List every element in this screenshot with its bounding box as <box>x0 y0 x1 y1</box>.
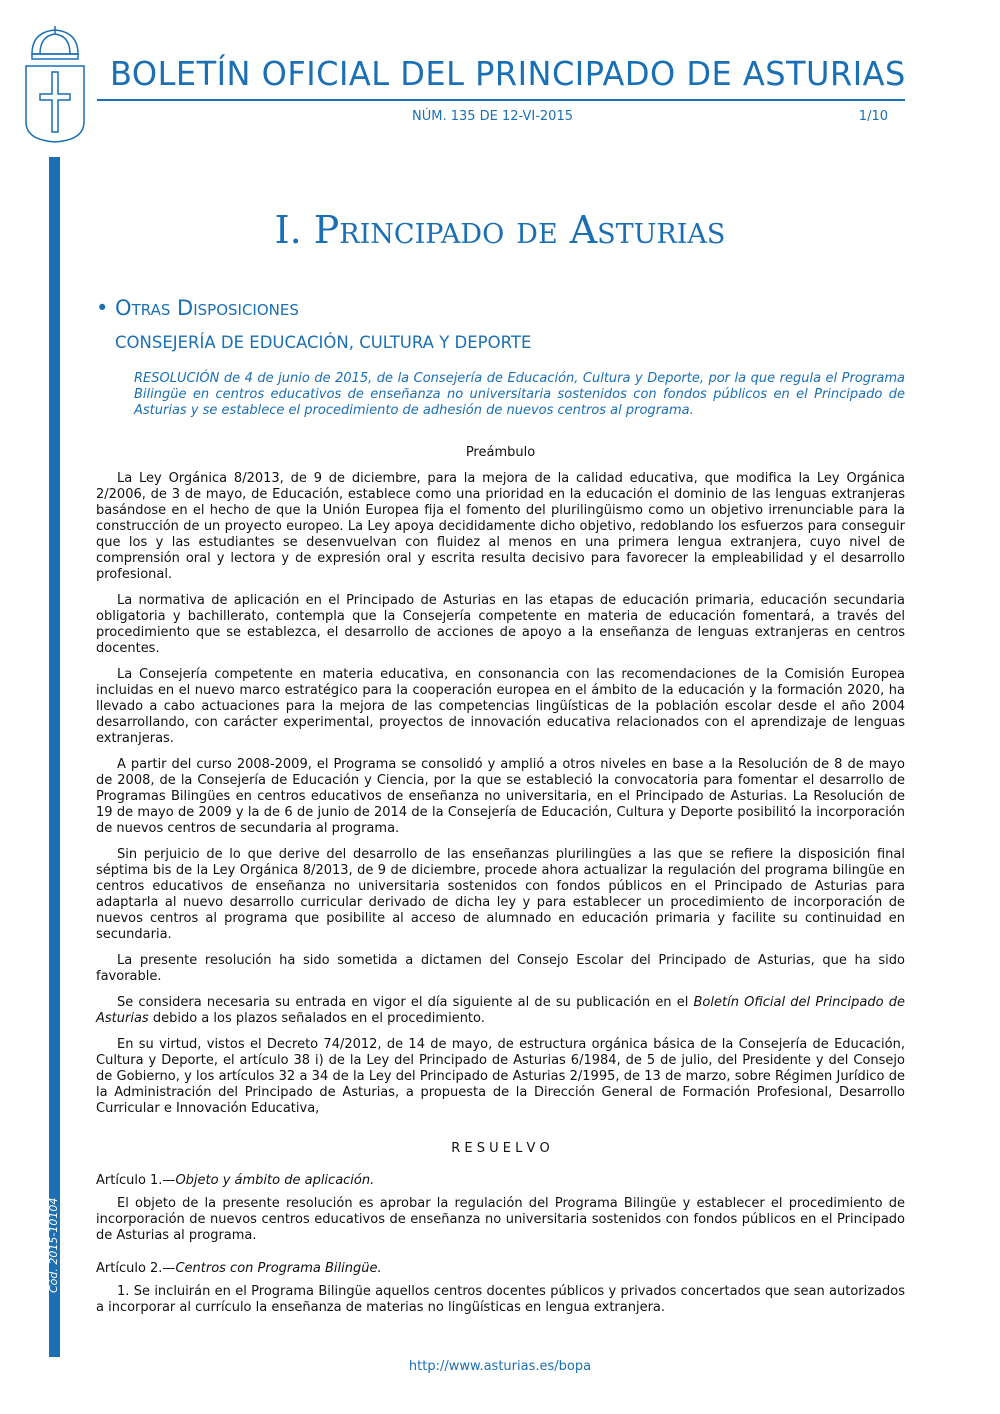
article-text: El objeto de la presente resolución es aprobar la regulación del Programa Bilingüe y establecer el procedimiento de incorporación de nuevos centros educativos de enseñanza no universitaria sostenidos con fondos públicos en el Principado de Asturias al programa. <box>96 1196 905 1243</box>
asturias-coat-of-arms-logo <box>22 24 88 144</box>
article-heading <box>96 1261 905 1277</box>
header-divider <box>97 99 905 101</box>
document-code: Cód. 2015-10104 <box>47 1197 60 1293</box>
paragraph: La normativa de aplicación en el Principado de Asturias en las etapas de educación primaria, educación secundaria obligatoria y bachillerato, contempla que la Consejería competente en materia de educación fomentará, a través del procedimiento que se establezca, el desarrollo de acciones de apoyo a la enseñanza de lenguas extranjeras en centros docentes. <box>96 593 905 656</box>
article-label: Artículo 2.— <box>96 1261 176 1276</box>
paragraph: La presente resolución ha sido sometida a dictamen del Consejo Escolar del Principado de Asturias, que ha sido favorable. <box>96 953 905 984</box>
resuelvo-heading: R E S U E L V O <box>451 1141 550 1156</box>
subsection-heading: • Otras Disposiciones <box>96 296 299 320</box>
paragraph: La Consejería competente en materia educativa, en consonancia con las recomendaciones de la Comisión Europea incluidas en el nuevo marco estratégico para la cooperación europea en el ámbito de la educación y la formación 2020, ha llevado a cabo actuaciones para la mejora de las competencias lingüísticas de la población escolar desde el año 2004 desarrollando, con carácter experimental, proyectos de innovación educativa relacionados con el aprendizaje de lenguas extranjeras. <box>96 667 905 746</box>
resolution-title: RESOLUCIÓN de 4 de junio de 2015, de la Consejería de Educación, Cultura y Deporte, por la que regula el Programa Bilingüe en centros educativos de enseñanza no universitaria sostenidos con fondos públicos en el Principado de Asturias y se establece el procedimiento de adhesión de nuevos centros al programa. <box>134 371 905 418</box>
article-text: 1. Se incluirán en el Programa Bilingüe aquellos centros docentes públicos y privados concertados que sean autorizados a incorporar al currículo la enseñanza de materias no lingüísticas en lengua extranjera. <box>96 1284 905 1315</box>
page-number: 1/10 <box>858 109 888 124</box>
text: Se considera necesaria su entrada en vigor el día siguiente al de su publicación en el <box>117 995 694 1010</box>
paragraph: En su virtud, vistos el Decreto 74/2012, de 14 de mayo, de estructura orgánica básica de la Consejería de Educación, Cultura y Deporte, el artículo 38 i) de la Ley del Principado de Asturias 6/1984, de 5 de julio, del Presidente y del Consejo de Gobierno, y los artículos 32 a 34 de la Ley del Principado de Asturias 2/1995, de 13 de marzo, sobre Régimen Jurídico de la Administración del Principado de Asturias, a propuesta de la Dirección General de Formación Profesional, Desarrollo Curricular e Innovación Educativa, <box>96 1037 905 1116</box>
sidebar-code-bar <box>49 157 60 1357</box>
bulletin-name: Boletín Oficial del Principado de Asturias <box>96 995 905 1026</box>
preamble-heading: Preámbulo <box>465 445 536 460</box>
paragraph: La Ley Orgánica 8/2013, de 9 de diciembre, para la mejora de la calidad educativa, que modifica la Ley Orgánica 2/2006, de 3 de mayo, de Educación, establece como una prioridad en la educación el dominio de las lenguas extranjeras basándose en el hecho de que la Unión Europea fija el fomento del plurilingüismo como un objetivo irrenunciable para la construcción de un proyecto europeo. La Ley apoya decididamente dicho objetivo, redoblando los esfuerzos para conseguir que los y las estudiantes se desenvuelvan con fluidez al menos en una primera lengua extranjera, cuyo nivel de comprensión oral y lectora y de expresión oral y escrita resulta decisivo para favorecer la empleabilidad y el desarrollo profesional. <box>96 471 905 582</box>
article-title: Objeto y ámbito de aplicación. <box>175 1173 375 1188</box>
article-heading <box>96 1173 905 1189</box>
paragraph: Sin perjuicio de lo que derive del desarrollo de las enseñanzas plurilingües a las que se refiere la disposición final séptima bis de la Ley Orgánica 8/2013, de 9 de diciembre, procede ahora actualizar la regulación del programa bilingüe en centros educativos de enseñanza no universitaria sostenidos con fondos públicos en el Principado de Asturias para adaptarla al nuevo desarrollo curricular derivado de dicha ley y para establecer un procedimiento de incorporación de nuevos centros al programa que posibilite al acceso de alumnado en educación primaria y facilite su continuidad en secundaria. <box>96 847 905 942</box>
article-title: Centros con Programa Bilingüe. <box>175 1261 382 1276</box>
paragraph: A partir del curso 2008-2009, el Programa se consolidó y amplió a otros niveles en base a la Resolución de 8 de mayo de 2008, de la Consejería de Educación y Ciencia, por la que se estableció la convocatoria para fomentar el desarrollo de Programas Bilingües en centros educativos de enseñanza no universitaria, en el Principado de Asturias. La Resolución de 19 de mayo de 2009 y la de 6 de junio de 2014 de la Consejería de Educación, Cultura y Deporte posibilitó la incorporación de nuevos centros de secundaria al programa. <box>96 757 905 836</box>
paragraph <box>96 995 905 1027</box>
article-label: Artículo 1.— <box>96 1173 176 1188</box>
footer-url-link[interactable]: http://www.asturias.es/bopa <box>408 1359 592 1374</box>
bulletin-title: BOLETÍN OFICIAL DEL PRINCIPADO DE ASTURIAS <box>110 54 906 93</box>
issue-number: NÚM. 135 DE 12-VI-2015 <box>412 109 573 124</box>
department-heading: CONSEJERÍA DE EDUCACIÓN, CULTURA Y DEPORTE <box>115 333 532 352</box>
section-heading: I. Principado de Asturias <box>274 208 726 252</box>
document-body <box>96 445 905 1326</box>
text: debido a los plazos señalados en el procedimiento. <box>148 1011 485 1026</box>
